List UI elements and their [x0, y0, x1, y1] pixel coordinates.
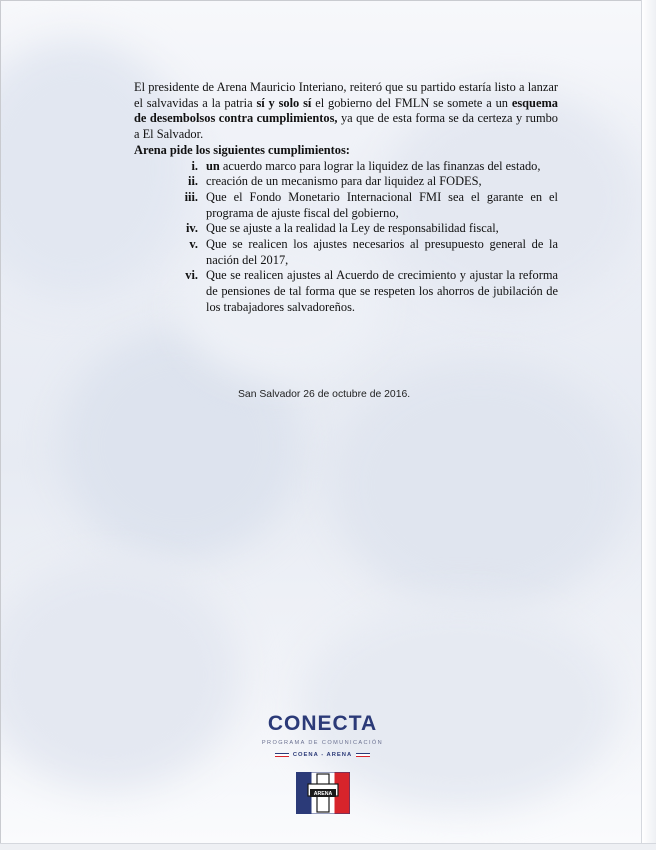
- list-item-body: Que el Fondo Monetario Internacional FMI sea el garante en el programa de ajuste fiscal del gobierno,: [206, 189, 558, 220]
- requirements-list: [134, 159, 558, 316]
- intro-paragraph: [134, 80, 558, 143]
- list-heading: Arena pide los siguientes cumplimientos:: [134, 142, 350, 157]
- flag-stripes-left-icon: [275, 753, 289, 757]
- bottom-gutter: [0, 843, 656, 850]
- logo-tagline-row: [250, 752, 395, 758]
- list-item-number: i.: [191, 158, 198, 173]
- list-item: [134, 237, 558, 268]
- list-item-number: iv.: [185, 221, 198, 236]
- list-item-body: acuerdo marco para lograr la liquidez de las finanzas del estado,: [219, 158, 541, 173]
- list-item-body: creación de un mecanismo para dar liquidez al FODES,: [206, 174, 482, 189]
- list-item: [134, 174, 558, 190]
- intro-bold-1: sí y solo sí: [256, 95, 312, 110]
- list-item-body: Que se realicen ajustes al Acuerdo de crecimiento y ajustar la reforma de pensiones de tal forma que se respeten los ahorros de jubilación de los trabajadores salvadoreños.: [206, 268, 558, 314]
- list-item: [134, 221, 558, 237]
- intro-text-1: El presidente de Arena Mauricio Interiano, reiteró que su partido estaría listo a lanzar el salvavidas a la patria: [134, 80, 558, 110]
- arena-party-flag-icon: [296, 772, 350, 814]
- list-item-number: v.: [189, 237, 198, 252]
- logo-subtitle: PROGRAMA DE COMUNICACIÓN: [261, 740, 384, 746]
- list-item-number: vi.: [185, 268, 198, 283]
- list-item: [134, 190, 558, 221]
- list-item: [134, 159, 558, 175]
- logo-wordmark: CONECTA: [267, 712, 378, 735]
- list-item-text: [206, 221, 558, 237]
- place-date: San Salvador 26 de octubre de 2016.: [238, 389, 411, 400]
- intro-bold-2: esquema de desembolsos contra cumplimientos,: [134, 95, 558, 126]
- list-item-text: [206, 174, 558, 190]
- list-item: [134, 268, 558, 315]
- list-item-text: [206, 190, 558, 221]
- right-scroll-gutter: [641, 0, 656, 850]
- document-body: [134, 80, 558, 316]
- list-item-body: Que se realicen los ajustes necesarios al presupuesto general de la nación del 2017,: [206, 237, 558, 267]
- party-badge-text: ARENA: [313, 791, 333, 797]
- list-item-number: iii.: [184, 189, 198, 204]
- intro-text-3: ya que de esta forma se da certeza y rumbo a El Salvador.: [134, 111, 558, 142]
- list-item-body: Que se ajuste a la realidad la Ley de responsabilidad fiscal,: [206, 221, 499, 236]
- intro-text-2: el gobierno del FMLN se somete a un: [311, 95, 512, 110]
- flag-stripes-right-icon: [356, 753, 370, 757]
- list-item-text: [206, 159, 558, 175]
- logo-tagline: COENA - ARENA: [292, 752, 353, 758]
- list-item-number: ii.: [188, 174, 198, 189]
- list-item-bold-lead: un: [206, 158, 220, 173]
- list-item-text: [206, 237, 558, 268]
- list-item-text: [206, 268, 558, 315]
- conecta-logo: [250, 712, 395, 758]
